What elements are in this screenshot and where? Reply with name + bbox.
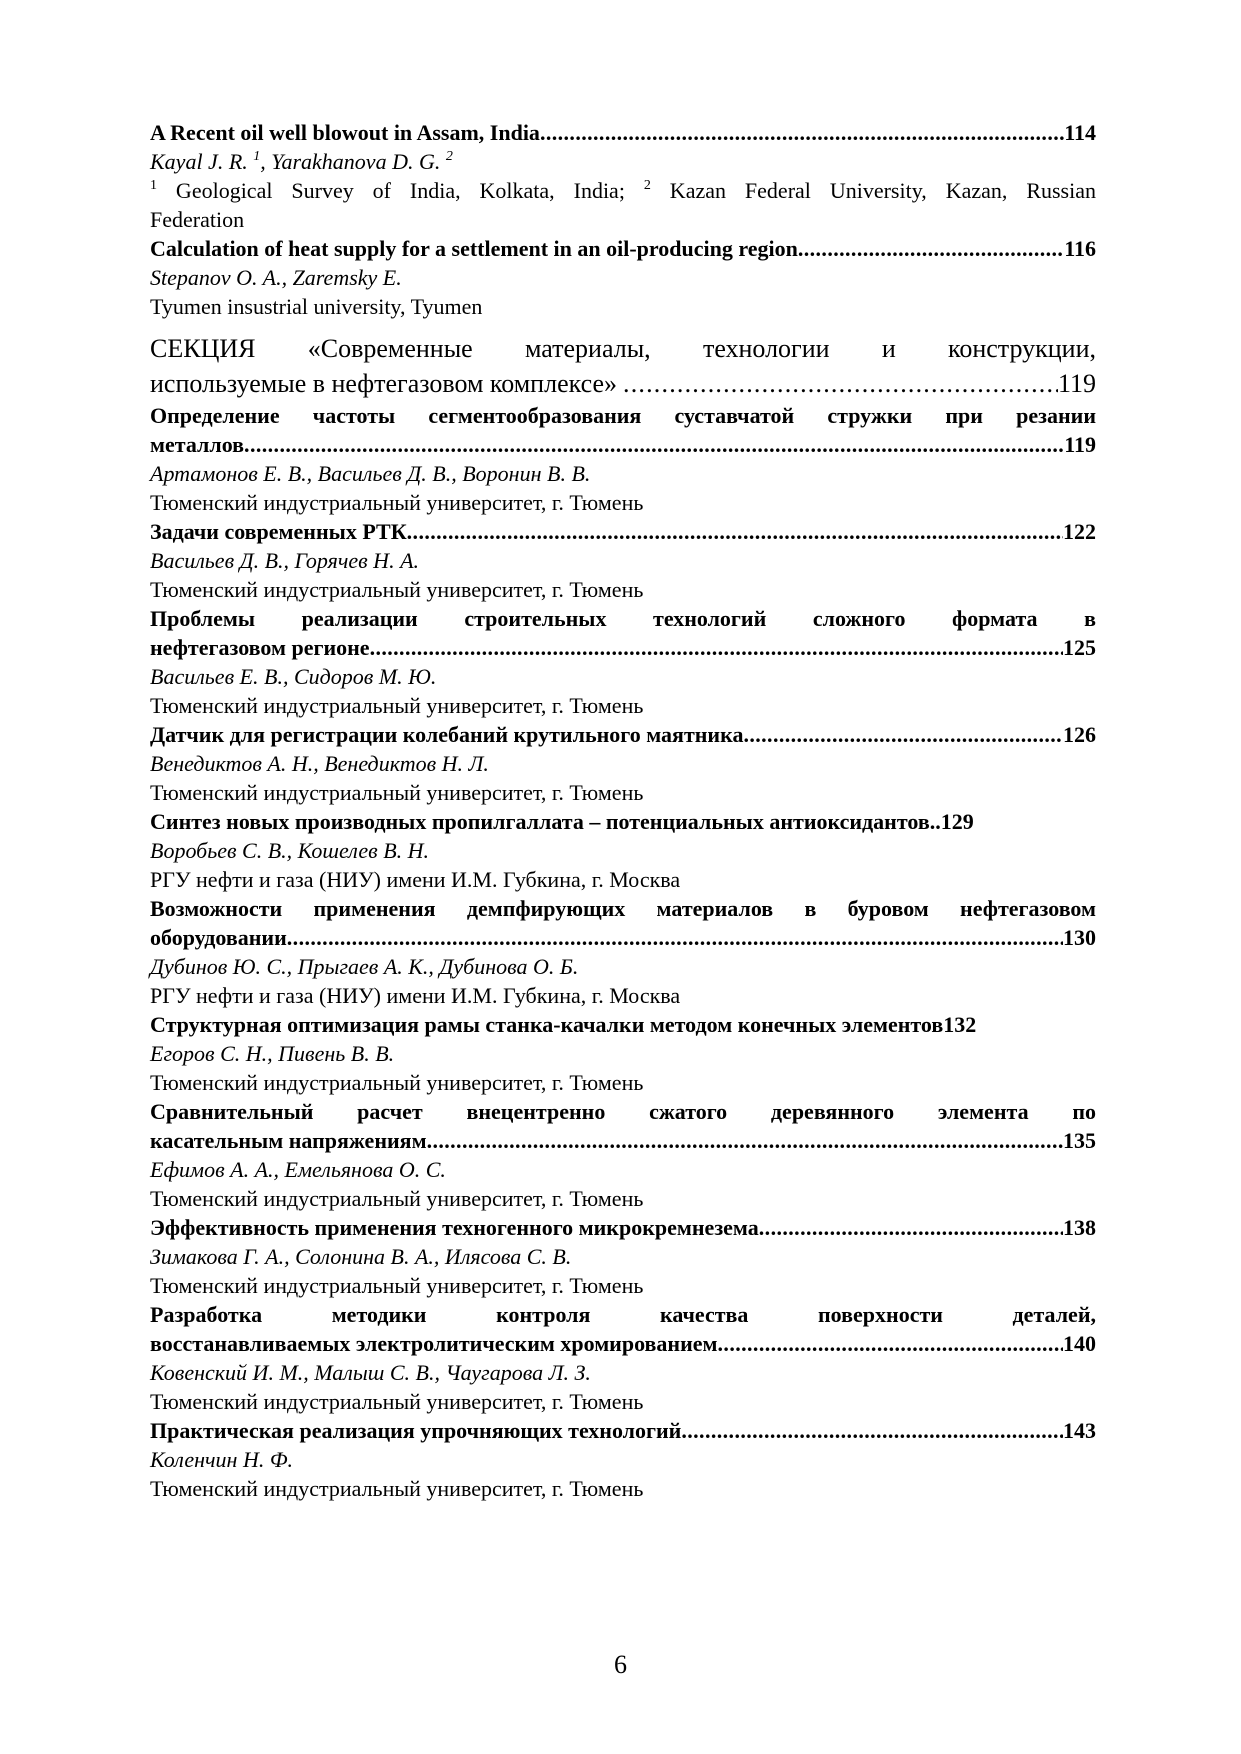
entry-title: Эффективность применения техногенного микрокремнезема [150, 1215, 759, 1240]
entry-title: Задачи современных РТК [150, 519, 407, 544]
entry-page-number: 135 [1063, 1128, 1096, 1153]
entry-affiliation: $^1$ Geological Survey of India, Kolkata, India; $^2$ Kazan Federal University, Kazan, Russian [150, 178, 1096, 203]
entry-authors: Зимакова Г. А., Солонина В. А., Илясова С. В. [150, 1244, 572, 1269]
dot-leader [743, 720, 1063, 749]
toc-entry-title[interactable] [150, 1010, 1096, 1039]
entry-title: Практическая реализация упрочняющих технологий [150, 1418, 682, 1443]
entry-affiliation: РГУ нефти и газа (НИУ) имени И.М. Губкина, г. Москва [150, 983, 681, 1008]
entry-authors: Коленчин Н. Ф. [150, 1447, 294, 1472]
toc-entry-title[interactable] [150, 430, 1096, 459]
toc-entry-title[interactable] [150, 1213, 1096, 1242]
toc-entry [150, 720, 1096, 807]
toc-entry [150, 401, 1096, 517]
dot-leader [427, 1126, 1063, 1155]
section-heading[interactable]: СЕКЦИЯ «Современные материалы, технологии и конструкции, [150, 334, 1096, 363]
entry-authors: Stepanov O. A., Zaremsky E. [150, 265, 402, 290]
dot-leader [718, 1329, 1063, 1358]
entry-authors: Артамонов Е. В., Васильев Д. В., Воронин В. В. [150, 461, 591, 486]
entry-authors: Венедиктов А. Н., Венедиктов Н. Л. [150, 751, 489, 776]
entry-title: A Recent oil well blowout in Assam, India [150, 120, 540, 145]
section-title: используемые в нефтегазовом комплексе» [150, 369, 617, 398]
page-number: 6 [614, 1650, 627, 1679]
entry-affiliation: Тюменский индустриальный университет, г. Тюмень [150, 1186, 644, 1211]
entry-page-number: 132 [943, 1012, 977, 1037]
entry-affiliation: Тюменский индустриальный университет, г. Тюмень [150, 1476, 644, 1501]
entry-title: Синтез новых производных пропилгаллата – потенциальных антиоксидантов.. [150, 809, 941, 834]
entry-affiliation: Тюменский индустриальный университет, г. Тюмень [150, 1389, 644, 1414]
entry-page-number: 114 [1064, 120, 1096, 145]
toc-entry-title[interactable] [150, 923, 1096, 952]
entry-title: оборудовании [150, 925, 287, 950]
toc-entry-title[interactable] [150, 807, 1096, 836]
entry-affiliation: Тюменский индустриальный университет, г. Тюмень [150, 490, 644, 515]
entry-affiliation: РГУ нефти и газа (НИУ) имени И.М. Губкина, г. Москва [150, 867, 681, 892]
toc-entry-title[interactable] [150, 633, 1096, 662]
entry-page-number: 116 [1064, 236, 1096, 261]
toc-entry [150, 1416, 1096, 1503]
toc-entry [150, 894, 1096, 1010]
entry-title-line1[interactable]: Сравнительный расчет внецентренно сжатого деревянного элемента по [150, 1099, 1096, 1124]
entry-authors: Васильев Е. В., Сидоров М. Ю. [150, 664, 437, 689]
dot-leader [798, 234, 1064, 263]
toc-entry [150, 517, 1096, 604]
dot-leader [623, 366, 1058, 401]
toc-entry-title[interactable] [150, 1126, 1096, 1155]
toc-entry-title[interactable] [150, 1416, 1096, 1445]
entry-authors: Ковенский И. М., Малыш С. В., Чаугарова Л. З. [150, 1360, 591, 1385]
entry-affiliation-continued: Federation [150, 207, 245, 232]
entry-title: Calculation of heat supply for a settlement in an oil-producing region [150, 236, 798, 261]
toc-entry-title[interactable] [150, 118, 1096, 147]
entry-page-number: 119 [1064, 432, 1096, 457]
dot-leader [407, 517, 1063, 546]
toc-entry [150, 604, 1096, 720]
toc-entry [150, 807, 1096, 894]
entry-title: восстанавливаемых электролитическим хромированием [150, 1331, 718, 1356]
entry-title: касательным напряжениям [150, 1128, 427, 1153]
dot-leader [540, 118, 1064, 147]
entry-authors: Дубинов Ю. С., Прыгаев А. К., Дубинова О. Б. [150, 954, 579, 979]
dot-leader [370, 633, 1063, 662]
toc-entry [150, 1097, 1096, 1213]
toc-entries [150, 401, 1096, 1503]
dot-leader [681, 1416, 1063, 1445]
entry-title-line1[interactable]: Возможности применения демпфирующих материалов в буровом нефтегазовом [150, 896, 1096, 921]
entry-title: Структурная оптимизация рамы станка-качалки методом конечных элементов [150, 1012, 944, 1037]
toc-entry-title[interactable] [150, 234, 1096, 263]
entry-title: нефтегазовом регионе [150, 635, 370, 660]
entry-affiliation: Тюменский индустриальный университет, г. Тюмень [150, 693, 644, 718]
entry-title-line1[interactable]: Проблемы реализации строительных технологий сложного формата в [150, 606, 1096, 631]
toc-entry-title[interactable] [150, 517, 1096, 546]
dot-leader [759, 1213, 1063, 1242]
entry-page-number: 130 [1063, 925, 1096, 950]
entry-page-number: 129 [940, 809, 974, 834]
entry-affiliation: Тюменский индустриальный университет, г. Тюмень [150, 780, 644, 805]
entry-page-number: 140 [1063, 1331, 1096, 1356]
entry-page-number: 126 [1063, 722, 1096, 747]
toc-entry [150, 1300, 1096, 1416]
entry-authors: Kayal J. R. $^1$, Yarakhanova D. G. $^2$ [150, 149, 453, 174]
entry-page-number: 122 [1063, 519, 1096, 544]
toc-entry-title[interactable] [150, 720, 1096, 749]
entry-affiliation: Тюменский индустриальный университет, г. Тюмень [150, 1070, 644, 1095]
entry-page-number: 143 [1063, 1418, 1096, 1443]
entry-authors: Ефимов А. А., Емельянова О. С. [150, 1157, 446, 1182]
section-heading-continued[interactable] [150, 366, 1096, 401]
entry-authors: Егоров С. Н., Пивень В. В. [150, 1041, 395, 1066]
toc-page [150, 118, 1096, 1503]
toc-entry [150, 1010, 1096, 1097]
toc-entry-title[interactable] [150, 1329, 1096, 1358]
toc-entry [150, 1213, 1096, 1300]
entry-affiliation: Tyumen insustrial university, Tyumen [150, 294, 483, 319]
entry-page-number: 138 [1063, 1215, 1096, 1240]
dot-leader [287, 923, 1063, 952]
entry-title-line1[interactable]: Разработка методики контроля качества поверхности деталей, [150, 1302, 1096, 1327]
entry-title: Датчик для регистрации колебаний крутильного маятника [150, 722, 744, 747]
entry-page-number: 125 [1063, 635, 1096, 660]
entry-authors: Васильев Д. В., Горячев Н. А. [150, 548, 420, 573]
dot-leader [244, 430, 1064, 459]
entry-affiliation: Тюменский индустриальный университет, г. Тюмень [150, 577, 644, 602]
entry-title-line1[interactable]: Определение частоты сегментообразования суставчатой стружки при резании [150, 403, 1096, 428]
entry-affiliation: Тюменский индустриальный университет, г. Тюмень [150, 1273, 644, 1298]
section-page-number: 119 [1057, 369, 1096, 398]
entry-title: металлов [150, 432, 245, 457]
entry-authors: Воробьев С. В., Кошелев В. Н. [150, 838, 430, 863]
